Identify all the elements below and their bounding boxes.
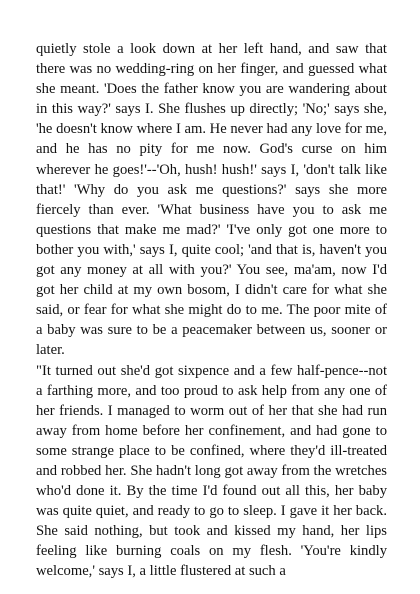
paragraph: "It turned out she'd got sixpence and a few half-pence--not a farthing more, and too proud to ask help from any one of her friends. I managed to worm out of her that she had run away from home before her confinement, and had gone to some strange place to be confined, where they'd ill-treated and robbed her. She hadn't long got away from the wretches who'd done it. By the time I'd found out all this, her baby was quite quiet, and ready to go to sleep. I gave it her back. She said nothing, but took and kissed my hand, her lips feeling like burning coals on my flesh. 'You're kindly welcome,' says I, a little flustered at such a xyxy=(36,362,387,580)
paragraph: quietly stole a look down at her left hand, and saw that there was no wedding-ring on her finger, and guessed what she meant. 'Does the father know you are wandering about in this way?' says I. She flushes up directly; 'No;' says she, 'he doesn't know where I am. He never had any love for me, and he has no pity for me now. God's curse on him wherever he goes!'--'Oh, hush! hush!' says I, 'don't talk like that!' 'Why do you ask me questions?' says she more fiercely than ever. 'What business have you to ask me questions that make me mad?' 'I've only got one more to bother you with,' says I, quite cool; 'and that is, haven't you got any money at all with you?' You see, ma'am, now I'd got her child at my own bosom, I didn't care for what she said, or fear for what she might do to me. The poor mite of a baby was sure to be a peacemaker between us, sooner or later. xyxy=(36,41,387,359)
page-body xyxy=(36,39,387,582)
